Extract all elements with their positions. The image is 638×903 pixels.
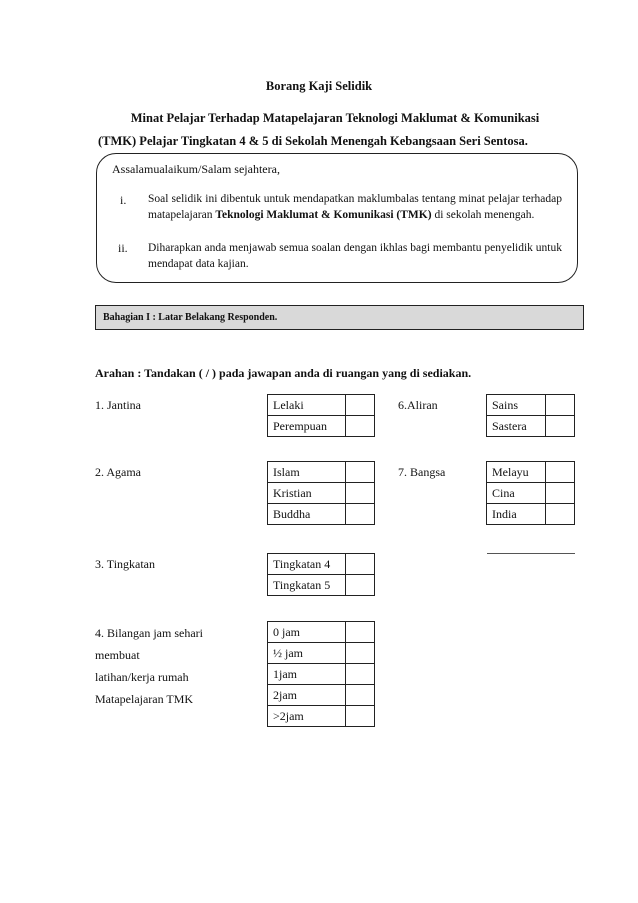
option-row (487, 483, 575, 504)
checkbox[interactable] (346, 706, 375, 727)
options-table-bangsa (486, 461, 575, 525)
option-row (268, 483, 375, 504)
option-label: Tingkatan 5 (268, 575, 346, 596)
option-label: Sains (487, 395, 546, 416)
option-row (268, 395, 375, 416)
option-row (268, 622, 375, 643)
form-title: Borang Kaji Selidik (265, 79, 373, 93)
question-label: 3. Tingkatan (95, 557, 156, 571)
option-row (268, 664, 375, 685)
option-label: Tingkatan 4 (268, 554, 346, 575)
option-label: >2jam (268, 706, 346, 727)
checkbox[interactable] (346, 462, 375, 483)
option-label: 0 jam (268, 622, 346, 643)
option-label: Buddha (268, 504, 346, 525)
question-label: 7. Bangsa (398, 465, 446, 479)
option-row (487, 504, 575, 525)
checkbox[interactable] (546, 504, 575, 525)
question-label: membuat (95, 648, 140, 662)
checkbox[interactable] (346, 643, 375, 664)
section-header-label: Bahagian I : Latar Belakang Responden. (103, 312, 278, 323)
checkbox[interactable] (546, 462, 575, 483)
question-label: 4. Bilangan jam sehari (95, 626, 203, 640)
option-row (268, 504, 375, 525)
question-label: 2. Agama (95, 465, 141, 479)
option-label: ½ jam (268, 643, 346, 664)
form-subtitle-line2: (TMK) Pelajar Tingkatan 4 & 5 di Sekolah Menengah Kebangsaan Seri Sentosa. (98, 134, 528, 148)
options-table-jam (267, 621, 375, 727)
option-label: Sastera (487, 416, 546, 437)
option-label: 2jam (268, 685, 346, 706)
blank-line (487, 553, 575, 554)
option-label: 1jam (268, 664, 346, 685)
question-label: Matapelajaran TMK (95, 692, 194, 706)
option-row (487, 462, 575, 483)
checkbox[interactable] (546, 483, 575, 504)
checkbox[interactable] (346, 622, 375, 643)
question-label: 6.Aliran (398, 398, 438, 412)
checkbox[interactable] (346, 395, 375, 416)
option-row (487, 416, 575, 437)
checkbox[interactable] (346, 664, 375, 685)
options-table-agama (267, 461, 375, 525)
checkbox[interactable] (546, 416, 575, 437)
intro-greeting: Assalamualaikum/Salam sejahtera, (112, 162, 280, 176)
intro-item-text: Soal selidik ini dibentuk untuk mendapatkan maklumbalas tentang minat pelajar terhadap matapelajaran Teknologi Maklumat & Komunikasi (TMK) di sekolah menengah. (148, 193, 562, 221)
checkbox[interactable] (346, 685, 375, 706)
option-row (268, 685, 375, 706)
checkbox[interactable] (346, 554, 375, 575)
checkbox[interactable] (346, 416, 375, 437)
option-label: Kristian (268, 483, 346, 504)
checkbox[interactable] (346, 575, 375, 596)
instructions: Arahan : Tandakan ( / ) pada jawapan anda di ruangan yang di sediakan. (95, 366, 472, 380)
option-label: Perempuan (268, 416, 346, 437)
options-table-jantina (267, 394, 375, 437)
option-label: Lelaki (268, 395, 346, 416)
option-row (268, 416, 375, 437)
option-label: Melayu (487, 462, 546, 483)
checkbox[interactable] (546, 395, 575, 416)
question-label: latihan/kerja rumah (95, 670, 189, 684)
form-subtitle-line1: Minat Pelajar Terhadap Matapelajaran Teknologi Maklumat & Komunikasi (130, 111, 540, 125)
option-row (268, 462, 375, 483)
option-label: Cina (487, 483, 546, 504)
question-label: 1. Jantina (95, 398, 141, 412)
options-table-tingkatan (267, 553, 375, 596)
checkbox[interactable] (346, 483, 375, 504)
option-row (487, 395, 575, 416)
option-row (268, 575, 375, 596)
options-table-aliran (486, 394, 575, 437)
checkbox[interactable] (346, 504, 375, 525)
intro-item-text: Diharapkan anda menjawab semua soalan dengan ikhlas bagi membantu penyelidik untuk mendapat data kajian. (148, 242, 562, 270)
option-row (268, 554, 375, 575)
intro-item-number: i. (120, 193, 127, 207)
option-row (268, 643, 375, 664)
option-label: Islam (268, 462, 346, 483)
intro-item-number: ii. (118, 241, 128, 255)
option-label: India (487, 504, 546, 525)
option-row (268, 706, 375, 727)
